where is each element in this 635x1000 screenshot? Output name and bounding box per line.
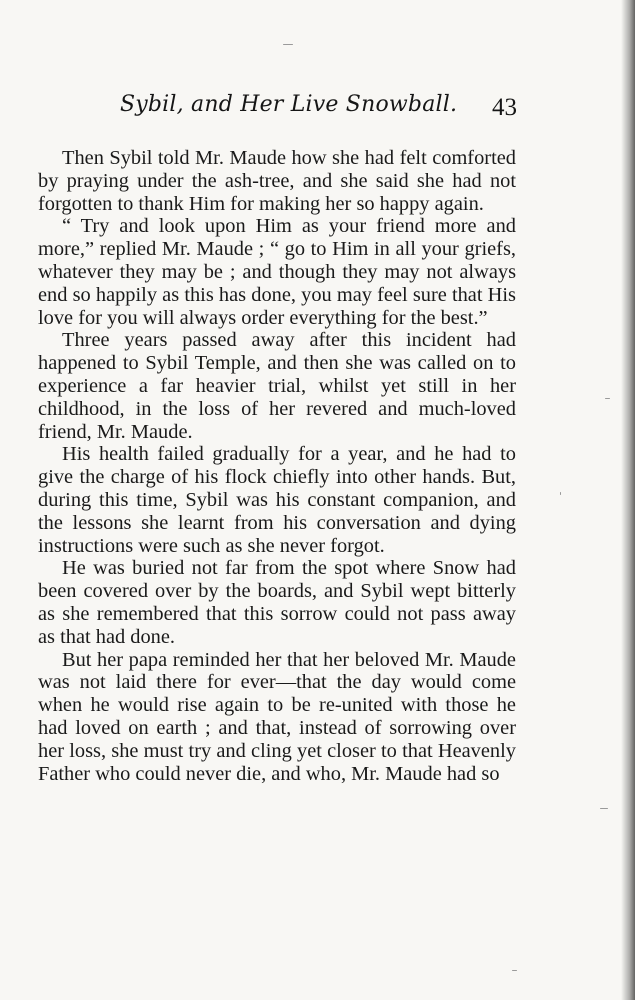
paragraph-1: Then Sybil told Mr. Maude how she had felt comforted by praying under the ash-tree, and she said she had not forgotten to thank Him for making her so happy again. [38, 147, 516, 215]
paragraph-5: He was buried not far from the spot where Snow had been covered over by the boards, and Sybil wept bitterly as she remembered that this sorrow could not pass away as that had done. [38, 557, 516, 648]
paper-speck [512, 970, 517, 971]
paper-speck [605, 398, 610, 399]
paper-speck [600, 808, 608, 809]
body-text [38, 147, 516, 785]
paragraph-6: But her papa reminded her that her beloved Mr. Maude was not laid there for ever—that the day would come when he would rise again to be re-united with those he had loved on earth ; and that, instead of sorrowing over her loss, she must try and cling yet closer to that Heavenly Father who could never die, and who, Mr. Maude had so [38, 648, 516, 785]
paragraph-3: Three years passed away after this incident had happened to Sybil Temple, and then she was called on to experience a far heavier trial, whilst yet still in her childhood, in the loss of her revered and much-loved friend, Mr. Maude. [38, 329, 516, 443]
paragraph-4: His health failed gradually for a year, and he had to give the charge of his flock chiefly into other hands. But, during this time, Sybil was his constant companion, and the lessons she learnt from his conversation and dying instructions were such as she never forgot. [38, 443, 516, 557]
page-number: 43 [492, 94, 517, 121]
paper-speck [283, 44, 293, 45]
paragraph-2: “ Try and look upon Him as your friend more and more,” replied Mr. Maude ; “ go to Him in all your griefs, whatever they may be ; and though they may not always end so happily as this has done, you may feel sure that His love for you will always order everything for the best.” [38, 215, 516, 329]
page-edge-shadow [621, 0, 635, 1000]
running-title: Sybil, and Her Live Snowball. [120, 92, 458, 117]
paper-speck [560, 492, 561, 495]
page-header [0, 92, 635, 132]
